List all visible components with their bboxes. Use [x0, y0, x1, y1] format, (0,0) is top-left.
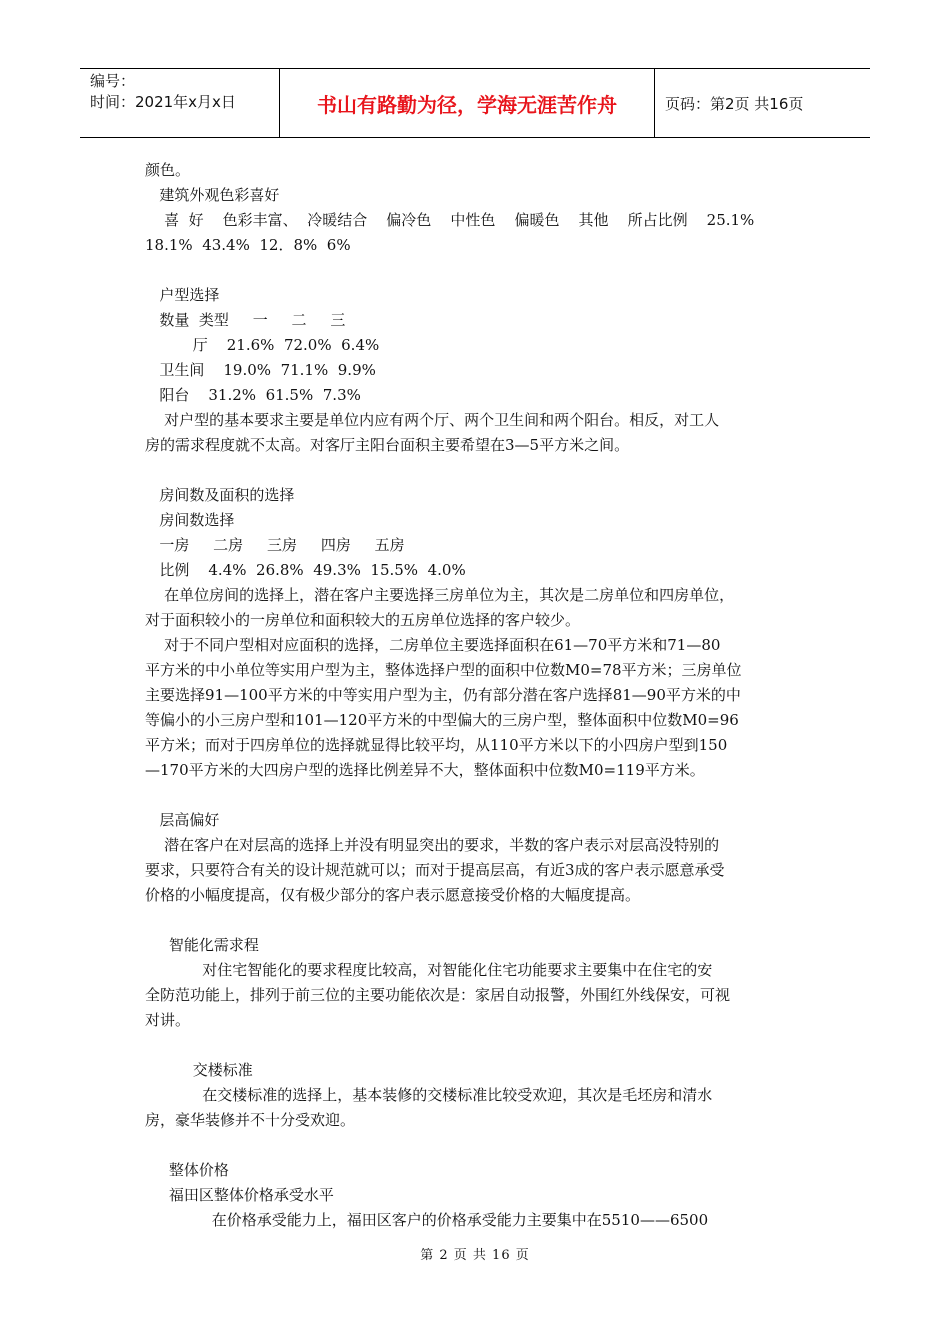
paragraph-line: 在单位房间的选择上，潜在客户主要选择三房单位为主，其次是二房单位和四房单位， — [145, 586, 735, 604]
paragraph-line: 平方米；而对于四房单位的选择就显得比较平均，从110平方米以下的小四房户型到150 — [145, 736, 728, 754]
section-heading: 房间数及面积的选择 — [145, 486, 295, 504]
paragraph-line: 潜在客户在对层高的选择上并没有明显突出的要求，半数的客户表示对层高没特别的 — [145, 836, 720, 854]
section-heading: 建筑外观色彩喜好 — [145, 186, 280, 204]
date-line: 时间：2021年x月x日 — [90, 93, 236, 111]
text-line: 喜 好 色彩丰富、 冷暖结合 偏冷色 中性色 偏暖色 其他 所占比例 25.1% — [145, 211, 755, 229]
paragraph-line: 房，豪华装修并不十分受欢迎。 — [145, 1111, 356, 1129]
section-heading: 整体价格 — [145, 1161, 229, 1179]
paragraph-line: 要求，只要符合有关的设计规范就可以；而对于提高层高，有近3成的客户表示愿意承受 — [145, 861, 725, 879]
document-body — [145, 158, 810, 1233]
paragraph-line: 在交楼标准的选择上，基本装修的交楼标准比较受欢迎，其次是毛坯房和清水 — [145, 1086, 713, 1104]
text-line: 数量 类型 一 二 三 — [145, 311, 346, 329]
header-motto: 书山有路勤为径，学海无涯苦作舟 — [280, 69, 655, 137]
header-meta — [80, 69, 280, 137]
paragraph-line: 全防范功能上，排列于前三位的主要功能依次是：家居自动报警，外围红外线保安，可视 — [145, 986, 731, 1004]
text-line: 阳台 31.2% 61.5% 7.3% — [145, 386, 361, 404]
text-line: 房间数选择 — [145, 511, 235, 529]
paragraph-line: 对于不同户型相对应面积的选择，二房单位主要选择面积在61—70平方米和71—80 — [145, 636, 721, 654]
section-heading: 智能化需求程 — [145, 936, 259, 954]
section-heading: 交楼标准 — [145, 1061, 253, 1079]
serial-label: 编号： — [90, 72, 136, 90]
paragraph-line: 平方米的中小单位等实用户型为主，整体选择户型的面积中位数M0=78平方米；三房单位 — [145, 661, 742, 679]
text-line: 颜色。 — [145, 161, 191, 179]
header-page-info: 页码：第2页 共16页 — [665, 94, 804, 113]
section-heading: 户型选择 — [145, 286, 220, 304]
text-line: 卫生间 19.0% 71.1% 9.9% — [145, 361, 376, 379]
paragraph-line: 主要选择91—100平方米的中等实用户型为主，仍有部分潜在客户选择81—90平方米的中 — [145, 686, 741, 704]
page-header — [80, 68, 870, 138]
paragraph-line: —170平方米的大四房户型的选择比例差异不大，整体面积中位数M0=119平方米。 — [145, 761, 705, 779]
text-line: 一房 二房 三房 四房 五房 — [145, 536, 405, 554]
paragraph-line: 房的需求程度就不太高。对客厅主阳台面积主要希望在3—5平方米之间。 — [145, 436, 630, 454]
section-heading: 层高偏好 — [145, 811, 220, 829]
paragraph-line: 对住宅智能化的要求程度比较高，对智能化住宅功能要求主要集中在住宅的安 — [145, 961, 713, 979]
text-line: 18.1% 43.4% 12．8% 6% — [145, 236, 351, 254]
text-line: 厅 21.6% 72.0% 6.4% — [145, 336, 380, 354]
text-line: 比例 4.4% 26.8% 49.3% 15.5% 4.0% — [145, 561, 466, 579]
paragraph-line: 在价格承受能力上，福田区客户的价格承受能力主要集中在5510——6500 — [145, 1211, 709, 1229]
paragraph-line: 对讲。 — [145, 1011, 191, 1029]
paragraph-line: 对于面积较小的一房单位和面积较大的五房单位选择的客户较少。 — [145, 611, 581, 629]
paragraph-line: 对户型的基本要求主要是单位内应有两个厅、两个卫生间和两个阳台。相反，对工人 — [145, 411, 720, 429]
paragraph-line: 价格的小幅度提高，仅有极少部分的客户表示愿意接受价格的大幅度提高。 — [145, 886, 641, 904]
page-footer: 第 2 页 共 16 页 — [420, 1248, 530, 1263]
text-line: 福田区整体价格承受水平 — [145, 1186, 334, 1204]
paragraph-line: 等偏小的小三房户型和101—120平方米的中型偏大的三房户型，整体面积中位数M0=96 — [145, 711, 739, 729]
